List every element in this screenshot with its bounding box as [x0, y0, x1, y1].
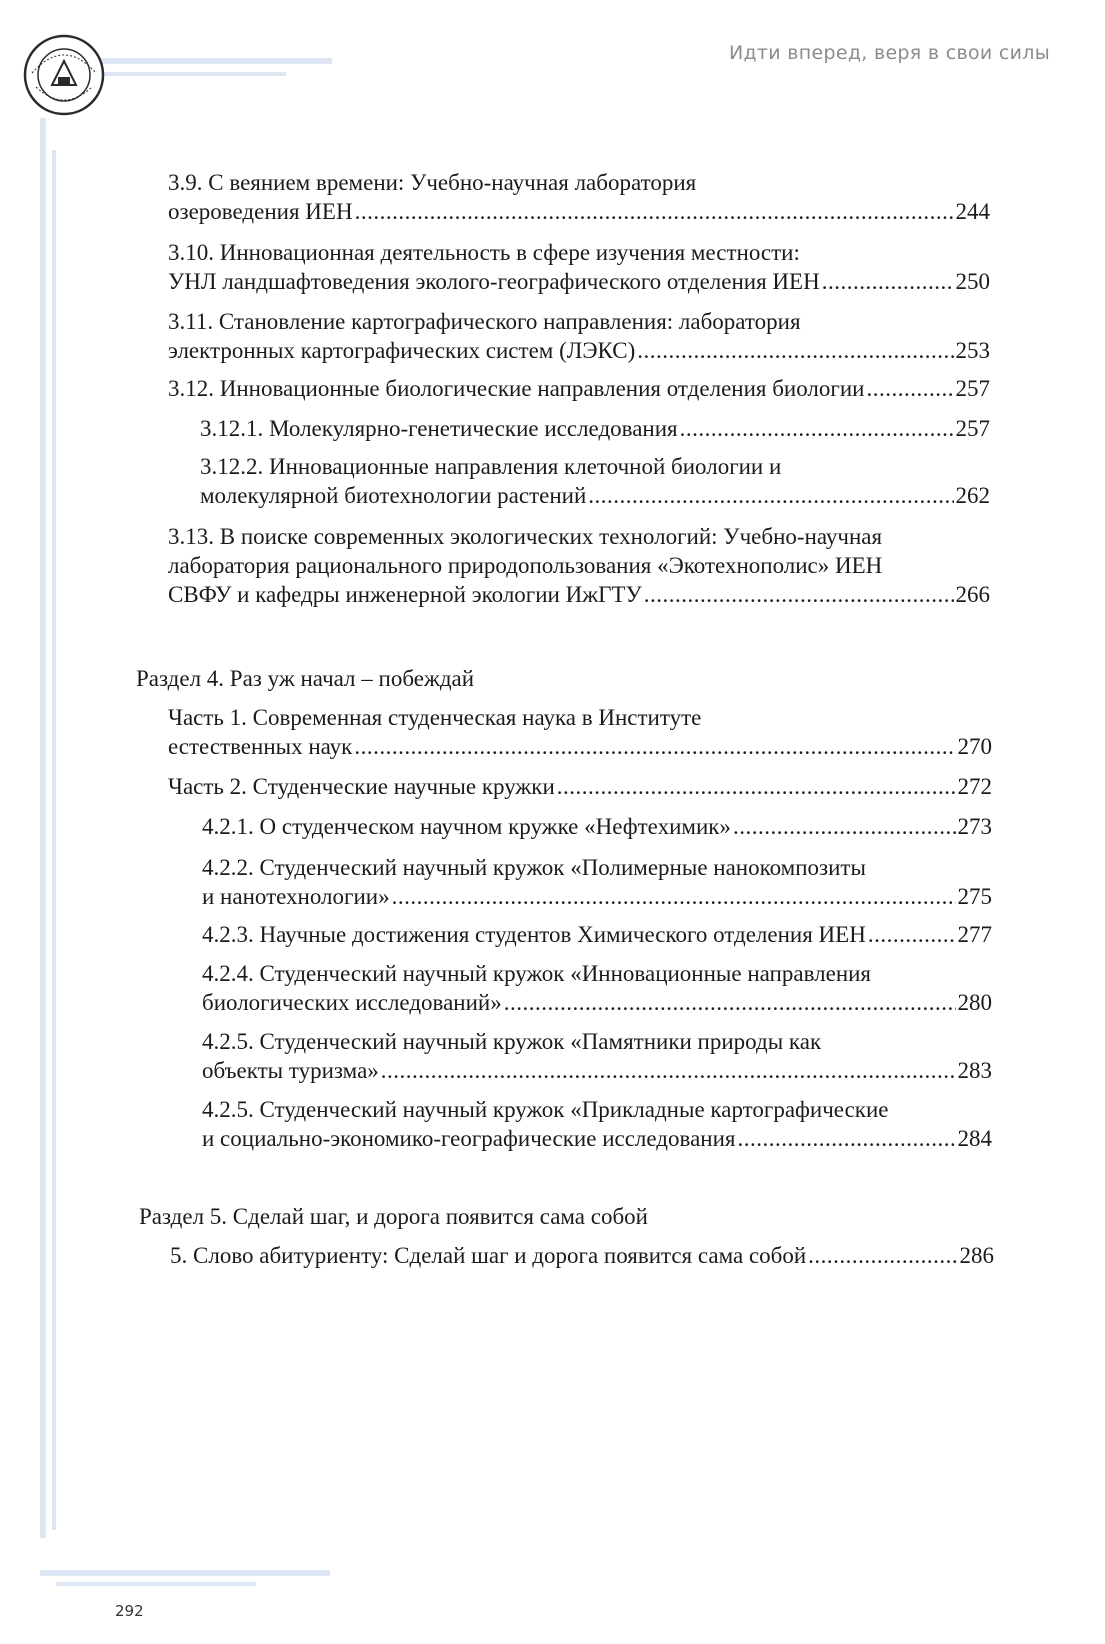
toc-page-number: 272	[957, 774, 992, 799]
toc-entry-text: объекты туризма»	[202, 1058, 379, 1083]
toc-entry-4-2-4[interactable]	[202, 959, 992, 1017]
decor-top-bar-2	[96, 72, 286, 76]
toc-entry-text: 3.12.1. Молекулярно-генетические исследования	[200, 416, 678, 441]
toc-entry-text: молекулярной биотехнологии растений	[200, 483, 587, 508]
toc-entry-part-2[interactable]	[168, 772, 992, 801]
toc-entry-3-11[interactable]	[168, 307, 990, 365]
toc-entry-line: 4.2.5. Студенческий научный кружок «Прикладные картографические	[202, 1097, 889, 1122]
dot-leader	[868, 920, 956, 949]
toc-entry-text: биологических исследований»	[202, 990, 502, 1015]
toc-entry-line: 3.10. Инновационная деятельность в сфере изучения местности:	[168, 240, 800, 265]
toc-entry-text: СВФУ и кафедры инженерной экологии ИжГТУ	[168, 582, 642, 607]
toc-entry-3-12[interactable]	[168, 374, 990, 403]
toc-page-number: 284	[957, 1126, 992, 1151]
toc-page-number: 244	[955, 199, 990, 224]
toc-entry-line: 4.2.5. Студенческий научный кружок «Памятники природы как	[202, 1029, 822, 1054]
toc-entry-part-1[interactable]	[168, 703, 992, 761]
dot-leader	[557, 772, 956, 801]
toc-page-number: 270	[957, 734, 992, 759]
toc-entry-4-2-5-nature[interactable]	[202, 1027, 992, 1085]
decor-left-bar	[40, 118, 46, 1538]
section-4-heading[interactable]: Раздел 4. Раз уж начал – побеждай	[136, 666, 475, 691]
decor-bottom-bar-2	[56, 1582, 256, 1586]
toc-entry-text: 5. Слово абитуриенту: Сделай шаг и дорога появится сама собой	[170, 1243, 807, 1268]
toc-entry-line: лаборатория рационального природопользования «Экотехнополис» ИЕН	[168, 553, 883, 578]
dot-leader	[381, 1056, 956, 1085]
toc-page-number: 283	[957, 1058, 992, 1083]
dot-leader	[822, 267, 954, 296]
dot-leader	[644, 580, 954, 609]
toc-entry-5[interactable]	[170, 1241, 994, 1270]
toc-entry-4-2-5-cartography[interactable]	[202, 1095, 992, 1153]
dot-leader	[808, 1241, 957, 1270]
toc-entry-3-9[interactable]	[168, 168, 990, 226]
toc-page-number: 262	[955, 483, 990, 508]
toc-entry-text: Часть 2. Студенческие научные кружки	[168, 774, 555, 799]
toc-page-number: 275	[957, 884, 992, 909]
toc-entry-text: и социально-экономико-географические исследования	[202, 1126, 736, 1151]
dot-leader	[355, 197, 954, 226]
dot-leader	[737, 1124, 955, 1153]
toc-entry-line: 4.2.4. Студенческий научный кружок «Инновационные направления	[202, 961, 872, 986]
toc-entry-line: 4.2.2. Студенческий научный кружок «Полимерные нанокомпозиты	[202, 855, 866, 880]
section-5-heading[interactable]: Раздел 5. Сделай шаг, и дорога появится сама собой	[139, 1204, 648, 1229]
dot-leader	[637, 336, 953, 365]
toc-page-number: 257	[955, 376, 990, 401]
toc-entry-3-13[interactable]	[168, 522, 990, 609]
toc-page-number: 266	[955, 582, 990, 607]
toc-entry-line: Часть 1. Современная студенческая наука в Институте	[168, 705, 702, 730]
toc-entry-3-12-2[interactable]	[200, 452, 990, 510]
toc-page-number: 286	[959, 1243, 994, 1268]
toc-entry-text: УНЛ ландшафтоведения эколого-географического отделения ИЕН	[168, 269, 820, 294]
decor-left-bar-2	[52, 150, 56, 1530]
toc-entry-text: электронных картографических систем (ЛЭКС)	[168, 338, 636, 363]
toc-entry-4-2-1[interactable]	[202, 812, 992, 841]
toc-entry-text: озероведения ИЕН	[168, 199, 353, 224]
toc-entry-text: естественных наук	[168, 734, 353, 759]
toc-entry-line: 3.13. В поиске современных экологических технологий: Учебно-научная	[168, 524, 883, 549]
toc-entry-4-2-2[interactable]	[202, 853, 992, 911]
toc-entry-text: 3.12. Инновационные биологические направления отделения биологии	[168, 376, 865, 401]
toc-page-number: 257	[955, 416, 990, 441]
dot-leader	[354, 732, 955, 761]
institute-logo	[22, 33, 106, 117]
toc-page-number: 277	[957, 922, 992, 947]
toc-entry-line: 3.11. Становление картографического направления: лаборатория	[168, 309, 801, 334]
toc-page-number: 250	[955, 269, 990, 294]
dot-leader	[733, 812, 956, 841]
dot-leader	[680, 414, 954, 443]
toc-page-number: 280	[957, 990, 992, 1015]
toc-entry-text: 4.2.3. Научные достижения студентов Химического отделения ИЕН	[202, 922, 866, 947]
toc-entry-line: 3.9. С веянием времени: Учебно-научная лаборатория	[168, 170, 697, 195]
toc-entry-4-2-3[interactable]	[202, 920, 992, 949]
toc-entry-3-12-1[interactable]	[200, 414, 990, 443]
dot-leader	[588, 481, 953, 510]
dot-leader	[392, 882, 956, 911]
running-header: Идти вперед, веря в свои силы	[728, 42, 1050, 64]
toc-entry-text: 4.2.1. О студенческом научном кружке «Нефтехимик»	[202, 814, 731, 839]
toc-entry-text: и нанотехнологии»	[202, 884, 390, 909]
page-number: 292	[115, 1602, 144, 1620]
toc-page-number: 273	[957, 814, 992, 839]
toc-entry-line: 3.12.2. Инновационные направления клеточной биологии и	[200, 454, 782, 479]
toc-entry-3-10[interactable]	[168, 238, 990, 296]
toc-page-number: 253	[955, 338, 990, 363]
dot-leader	[866, 374, 953, 403]
decor-bottom-bar	[40, 1570, 330, 1576]
dot-leader	[504, 988, 956, 1017]
